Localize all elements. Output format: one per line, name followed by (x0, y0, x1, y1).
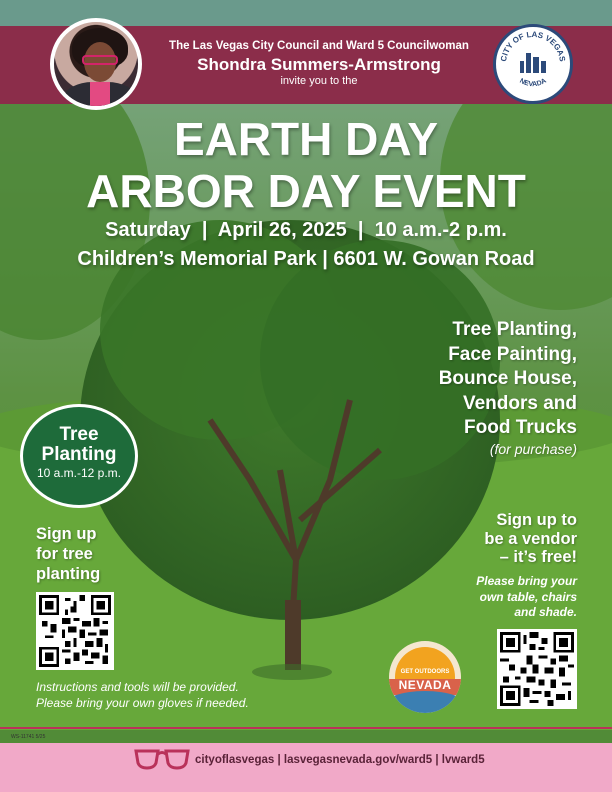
tree-signup-text (36, 524, 156, 584)
seal-top-text: CITY OF LAS VEGAS (499, 29, 567, 63)
tree-signup-qr-code[interactable] (36, 592, 114, 670)
svg-text:NEVADA (518, 78, 547, 89)
activity-item: Food Trucks (464, 417, 577, 438)
activity-item: Face Painting, (448, 343, 577, 365)
signup-line: – it’s free! (499, 548, 577, 566)
tree-planting-badge (20, 404, 138, 508)
invitation-text (145, 39, 493, 88)
purchase-note: (for purchase) (489, 440, 577, 457)
logo-big-text: NEVADA (398, 678, 452, 692)
activities-list (357, 318, 577, 458)
activity-item: Vendors and (462, 392, 577, 414)
glasses-icon (134, 747, 190, 771)
vendor-signup-text (377, 511, 577, 567)
instructions-line: Please bring your own gloves if needed. (36, 696, 249, 710)
councilwoman-photo (50, 18, 142, 110)
signup-line: Sign up to (496, 511, 577, 529)
get-outdoors-nevada-logo (389, 641, 461, 713)
footer-bar (0, 743, 612, 792)
event-date-time: Saturday | April 26, 2025 | 10 a.m.-2 p.m. (105, 219, 507, 241)
instructions-text (36, 679, 316, 711)
vendor-note (397, 574, 577, 621)
note-line: own table, chairs (479, 589, 577, 604)
activity-item: Bounce House, (438, 368, 577, 389)
footer-divider (0, 727, 612, 729)
activity-item: Tree Planting, (452, 319, 577, 340)
councilwoman-name: Shondra Summers-Armstrong (197, 55, 441, 74)
council-line: The Las Vegas City Council and Ward 5 Councilwoman (169, 40, 469, 52)
title-arbor-day: ARBOR DAY EVENT (86, 165, 526, 217)
title-earth-day: EARTH DAY (173, 113, 439, 165)
event-venue: Children’s Memorial Park | 6601 W. Gowan Road (77, 248, 535, 270)
signup-line: for tree (36, 545, 93, 563)
city-seal-logo (493, 24, 573, 104)
vendor-signup-qr-code[interactable] (497, 629, 577, 709)
invite-line: invite you to the (280, 75, 358, 87)
footer-social-links[interactable]: cityoflasvegas | lasvegasnevada.gov/ward5 | lvward5 (195, 754, 485, 766)
badge-time: 10 a.m.-12 p.m. (36, 466, 122, 480)
seal-bottom-text: NEVADA (518, 77, 548, 89)
print-code: WS-11741 5/25 (11, 734, 46, 740)
note-line: Please bring your (476, 574, 577, 588)
instructions-line: Instructions and tools will be provided. (36, 680, 239, 694)
badge-line2: Planting (41, 444, 117, 465)
logo-small-text: GET OUTDOORS (400, 669, 450, 675)
signup-line: planting (36, 565, 101, 583)
note-line: and shade. (514, 605, 577, 619)
signup-line: be a vendor (484, 529, 577, 548)
signup-line: Sign up (36, 525, 97, 543)
badge-line1: Tree (59, 424, 99, 445)
